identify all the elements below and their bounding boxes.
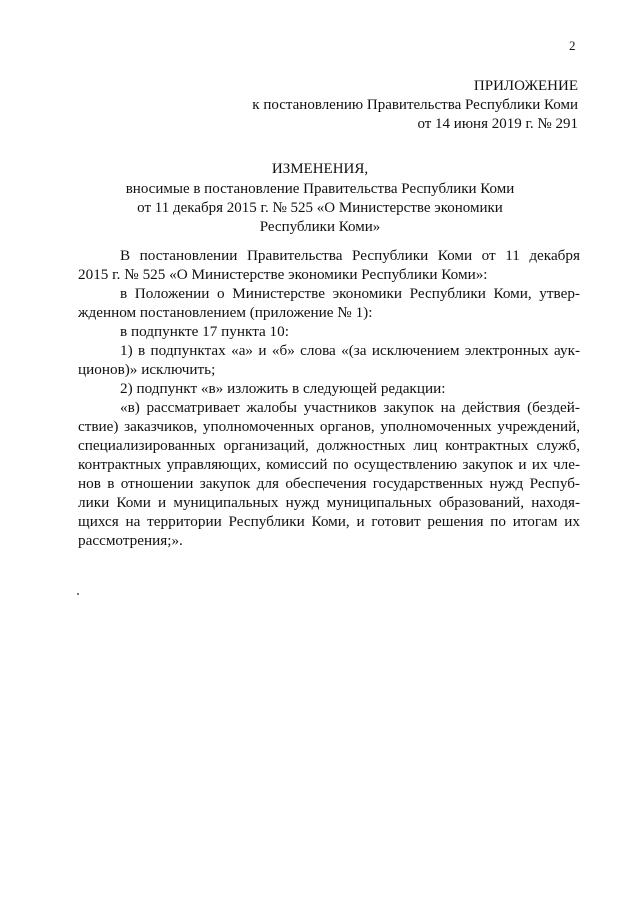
appendix-line: к постановлению Правительства Республики Коми — [252, 97, 578, 113]
body-line: лики Коми и муниципальных нужд муниципальных образований, находя- — [78, 494, 580, 511]
appendix-line: от 14 июня 2019 г. № 291 — [417, 116, 578, 132]
body-line: 2) подпункт «в» изложить в следующей редакции: — [120, 380, 446, 397]
body-line: в подпункте 17 пункта 10: — [120, 323, 289, 340]
body-line: щихся на территории Республики Коми, и готовит решения по итогам их — [78, 513, 580, 530]
changes-subtitle: Республики Коми» — [259, 219, 381, 235]
scan-speck — [77, 593, 79, 595]
body-line: 2015 г. № 525 «О Министерстве экономики Республики Коми»: — [78, 266, 488, 283]
appendix-title: ПРИЛОЖЕНИЕ — [473, 78, 578, 94]
body-line: в Положении о Министерстве экономики Республики Коми, утвер- — [120, 285, 580, 302]
body-line: специализированных организаций, должностных лиц контрактных служб, — [78, 437, 580, 454]
body-line: жденном постановлением (приложение № 1): — [78, 304, 373, 321]
body-line: ционов)» исключить; — [78, 361, 216, 378]
body-line: В постановлении Правительства Республики Коми от 11 декабря — [120, 247, 580, 264]
body-line: ствие) заказчиков, уполномоченных органов, уполномоченных учреждений, — [78, 418, 580, 435]
changes-subtitle: от 11 декабря 2015 г. № 525 «О Министерстве экономики — [137, 200, 503, 216]
changes-title: ИЗМЕНЕНИЯ, — [271, 161, 369, 177]
body-line: нов в отношении закупок для обеспечения государственных нужд Респуб- — [78, 475, 580, 492]
body-line: рассмотрения;». — [78, 532, 183, 549]
body-line: «в) рассматривает жалобы участников закупок на действия (бездей- — [120, 399, 580, 416]
changes-subtitle: вносимые в постановление Правительства Республики Коми — [125, 181, 515, 197]
page-number: 2 — [569, 38, 576, 53]
body-line: 1) в подпунктах «а» и «б» слова «(за исключением электронных аук- — [120, 342, 580, 359]
body-line: контрактных управляющих, комиссий по осуществлению закупок и их чле- — [78, 456, 580, 473]
